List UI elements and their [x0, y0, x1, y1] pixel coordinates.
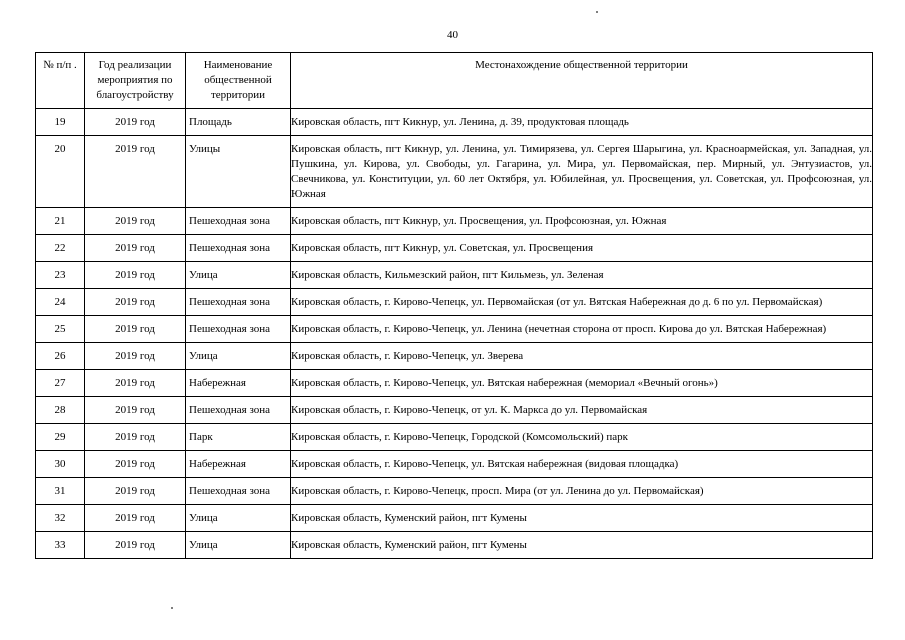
scan-speck	[596, 11, 598, 13]
cell-name: Пешеходная зона	[186, 397, 291, 424]
cell-year: 2019 год	[85, 289, 186, 316]
cell-name: Улица	[186, 505, 291, 532]
cell-year: 2019 год	[85, 424, 186, 451]
cell-location: Кировская область, пгт Кикнур, ул. Просвещения, ул. Профсоюзная, ул. Южная	[291, 208, 873, 235]
table-row	[36, 532, 873, 559]
cell-year: 2019 год	[85, 397, 186, 424]
cell-name: Пешеходная зона	[186, 208, 291, 235]
cell-location: Кировская область, г. Кирово-Чепецк, Городской (Комсомольский) парк	[291, 424, 873, 451]
table-row	[36, 370, 873, 397]
cell-num: 30	[36, 451, 85, 478]
table-row	[36, 289, 873, 316]
cell-num: 21	[36, 208, 85, 235]
cell-year: 2019 год	[85, 478, 186, 505]
cell-location: Кировская область, пгт Кикнур, ул. Советская, ул. Просвещения	[291, 235, 873, 262]
cell-location: Кировская область, пгт Кикнур, ул. Ленина, ул. Тимирязева, ул. Сергея Шарыгина, ул. Красноармейская, ул. Западная, ул. Пушкина, ул. Кирова, ул. Свободы, ул. Гагарина, ул. Мира, ул. Первомайская, пер. Мирный, ул. Энтузиастов, ул. Свечникова, ул. Конституции, ул. 60 лет Октября, ул. Юбилейная, ул. Просвещения, ул. Советская, ул. Профсоюзная, ул. Южная	[291, 136, 873, 208]
cell-num: 25	[36, 316, 85, 343]
page-number: 40	[447, 29, 458, 41]
cell-year: 2019 год	[85, 235, 186, 262]
cell-name: Улицы	[186, 136, 291, 208]
table-row	[36, 397, 873, 424]
cell-location: Кировская область, г. Кирово-Чепецк, от ул. К. Маркса до ул. Первомайская	[291, 397, 873, 424]
cell-num: 31	[36, 478, 85, 505]
cell-year: 2019 год	[85, 532, 186, 559]
table-row	[36, 451, 873, 478]
cell-name: Пешеходная зона	[186, 235, 291, 262]
cell-num: 23	[36, 262, 85, 289]
cell-num: 32	[36, 505, 85, 532]
cell-location: Кировская область, Куменский район, пгт Кумены	[291, 532, 873, 559]
cell-year: 2019 год	[85, 262, 186, 289]
table-row	[36, 235, 873, 262]
cell-year: 2019 год	[85, 343, 186, 370]
cell-location: Кировская область, г. Кирово-Чепецк, просп. Мира (от ул. Ленина до ул. Первомайская)	[291, 478, 873, 505]
cell-year: 2019 год	[85, 451, 186, 478]
cell-num: 28	[36, 397, 85, 424]
cell-name: Пешеходная зона	[186, 289, 291, 316]
header-num: № п/п .	[36, 53, 85, 109]
table-row	[36, 262, 873, 289]
cell-num: 29	[36, 424, 85, 451]
scan-speck	[171, 607, 173, 609]
cell-name: Площадь	[186, 109, 291, 136]
table-header-row	[36, 53, 873, 109]
cell-year: 2019 год	[85, 109, 186, 136]
table-row	[36, 478, 873, 505]
cell-location: Кировская область, г. Кирово-Чепецк, ул. Зверева	[291, 343, 873, 370]
header-location: Местонахождение общественной территории	[291, 53, 873, 109]
cell-year: 2019 год	[85, 136, 186, 208]
table-row	[36, 136, 873, 208]
cell-name: Парк	[186, 424, 291, 451]
cell-num: 19	[36, 109, 85, 136]
cell-location: Кировская область, г. Кирово-Чепецк, ул. Вятская набережная (мемориал «Вечный огонь»)	[291, 370, 873, 397]
cell-location: Кировская область, Куменский район, пгт Кумены	[291, 505, 873, 532]
table-row	[36, 109, 873, 136]
cell-num: 24	[36, 289, 85, 316]
cell-num: 26	[36, 343, 85, 370]
cell-location: Кировская область, г. Кирово-Чепецк, ул. Ленина (нечетная сторона от просп. Кирова до ул. Вятская Набережная)	[291, 316, 873, 343]
cell-name: Пешеходная зона	[186, 478, 291, 505]
territories-table	[35, 52, 873, 559]
table-row	[36, 505, 873, 532]
cell-year: 2019 год	[85, 370, 186, 397]
cell-name: Улица	[186, 532, 291, 559]
cell-num: 22	[36, 235, 85, 262]
table-row	[36, 316, 873, 343]
cell-year: 2019 год	[85, 208, 186, 235]
cell-year: 2019 год	[85, 505, 186, 532]
cell-num: 20	[36, 136, 85, 208]
table-row	[36, 424, 873, 451]
cell-year: 2019 год	[85, 316, 186, 343]
cell-name: Улица	[186, 262, 291, 289]
cell-num: 27	[36, 370, 85, 397]
cell-name: Набережная	[186, 451, 291, 478]
table-row	[36, 343, 873, 370]
cell-location: Кировская область, Кильмезский район, пгт Кильмезь, ул. Зеленая	[291, 262, 873, 289]
cell-name: Набережная	[186, 370, 291, 397]
cell-name: Улица	[186, 343, 291, 370]
cell-name: Пешеходная зона	[186, 316, 291, 343]
cell-location: Кировская область, г. Кирово-Чепецк, ул. Первомайская (от ул. Вятская Набережная до д. 6 по ул. Первомайская)	[291, 289, 873, 316]
table-row	[36, 208, 873, 235]
header-name: Наименование общественной территории	[186, 53, 291, 109]
header-year: Год реализации мероприятия по благоустройству	[85, 53, 186, 109]
cell-num: 33	[36, 532, 85, 559]
cell-location: Кировская область, пгт Кикнур, ул. Ленина, д. 39, продуктовая площадь	[291, 109, 873, 136]
cell-location: Кировская область, г. Кирово-Чепецк, ул. Вятская набережная (видовая площадка)	[291, 451, 873, 478]
